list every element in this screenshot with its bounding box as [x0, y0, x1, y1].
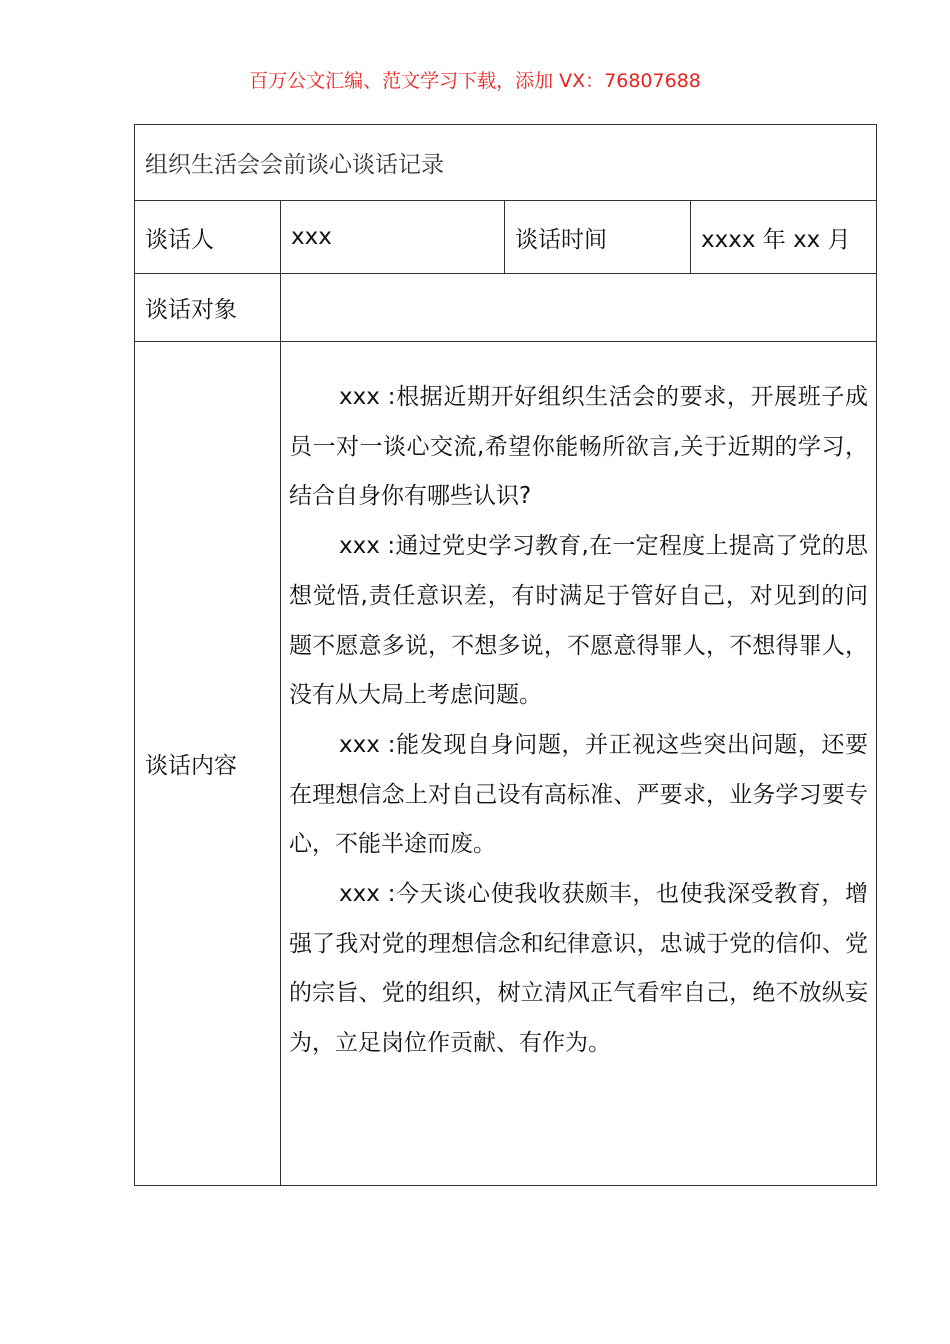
content-paragraph: xxx :根据近期开好组织生活会的要求，开展班子成员一对一谈心交流,希望你能畅所欲言,关于近期的学习，结合自身你有哪些认识?: [289, 384, 868, 510]
target-value: [281, 274, 877, 342]
time-value: xxxx 年 xx 月: [691, 201, 877, 274]
content-paragraph: xxx :今天谈心使我收获颇丰，也使我深受教育，增强了我对党的理想信念和纪律意识，忠诚于党的信仰、党的宗旨、党的组织，树立清风正气看牢自己，绝不放纵妄为，立足岗位作贡献、有作为。: [289, 881, 868, 1057]
meta-row: [135, 201, 877, 274]
header-watermark-note: 百万公文汇编、范文学习下载，添加 VX：76807688: [249, 70, 701, 92]
content-label: 谈话内容: [135, 342, 281, 1186]
content-paragraph: xxx :能发现自身问题，并正视这些突出问题，还要在理想信念上对自己设有高标准、严要求，业务学习要专心，不能半途而废。: [289, 731, 868, 858]
title-row: [135, 125, 877, 201]
speaker-label: 谈话人: [135, 201, 281, 274]
content-paragraph: xxx :通过党史学习教育,在一定程度上提高了党的思想觉悟,责任意识差，有时满足于管好自己，对见到的问题不愿意多说，不想多说，不愿意得罪人，不想得罪人，没有从大局上考虑问题。: [289, 533, 868, 709]
content-row: [135, 342, 877, 1186]
content-body: [281, 342, 877, 1186]
talk-record-table: [134, 124, 877, 1186]
target-row: [135, 274, 877, 342]
target-label: 谈话对象: [135, 274, 281, 342]
time-label: 谈话时间: [505, 201, 691, 274]
speaker-value: xxx: [281, 201, 505, 274]
record-title: 组织生活会会前谈心谈话记录: [135, 125, 877, 201]
